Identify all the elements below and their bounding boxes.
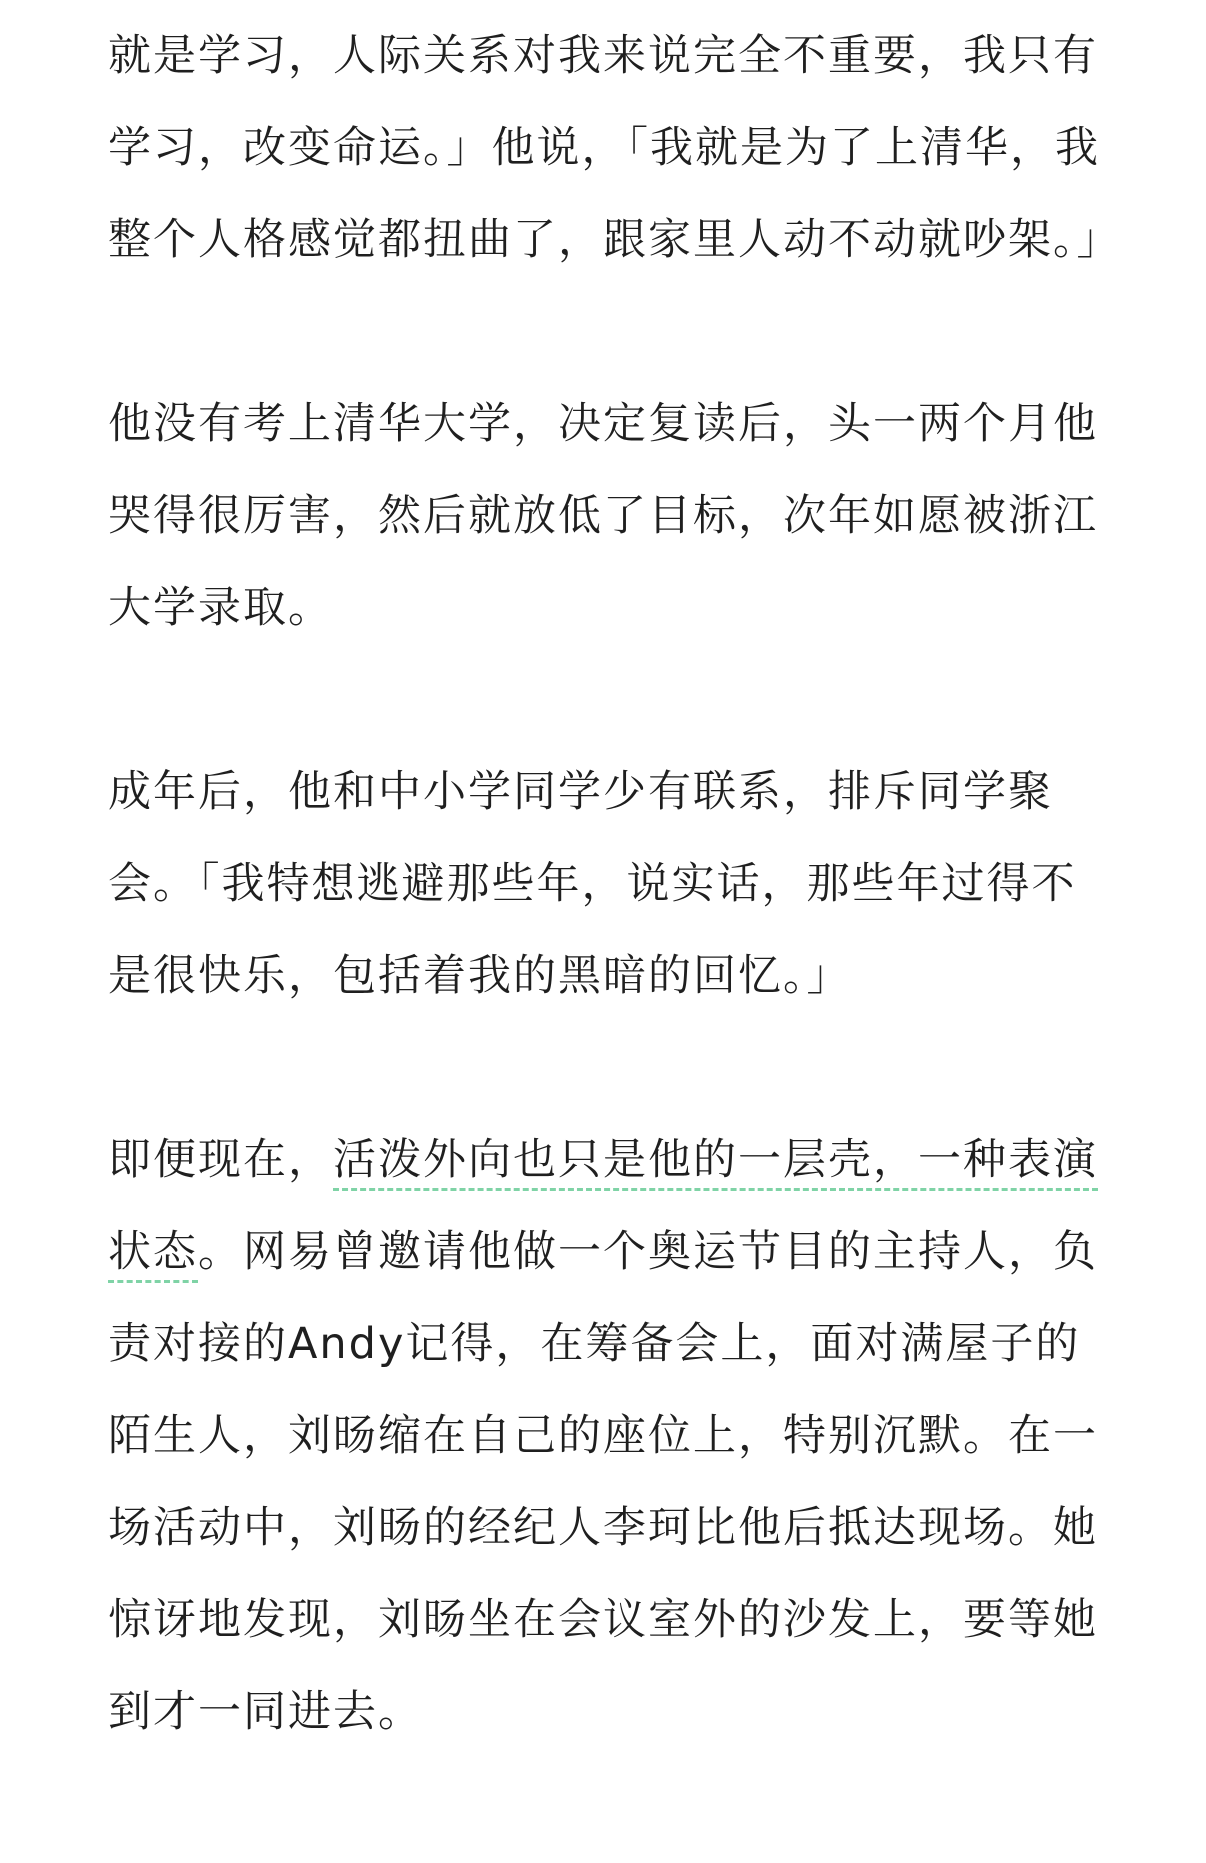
- paragraph-2-text: 他没有考上清华大学，决定复读后，头一两个月他哭得很厉害，然后就放低了目标，次年如愿被浙江大学录取。: [108, 399, 1098, 633]
- paragraph-3: [108, 746, 1100, 1022]
- paragraph-1: [108, 10, 1122, 286]
- paragraph-3-text: 成年后，他和中小学同学少有联系，排斥同学聚会。「我特想逃避那些年，说实话，那些年过得不是很快乐，包括着我的黑暗的回忆。」: [108, 767, 1077, 1001]
- highlighted-quote[interactable]: 活泼外向也只是他的一层壳，一种表演状态: [108, 1135, 1098, 1277]
- paragraph-4: [108, 1114, 1100, 1758]
- paragraph-1-text: 就是学习，人际关系对我来说完全不重要，我只有学习，改变命运。」他说，「我就是为了上清华，我整个人格感觉都扭曲了，跟家里人动不动就吵架。」: [108, 31, 1122, 265]
- paragraph-4-text-end: 。网易曾邀请他做一个奥运节目的主持人，负责对接的Andy记得，在筹备会上，面对满屋子的陌生人，刘旸缩在自己的座位上，特别沉默。在一场活动中，刘旸的经纪人李珂比他后抵达现场。她惊讶地发现，刘旸坐在会议室外的沙发上，要等她到才一同进去。: [108, 1227, 1098, 1737]
- paragraph-4-text-start: 即便现在，: [108, 1135, 333, 1185]
- article-body: [108, 10, 1122, 1758]
- paragraph-2: [108, 378, 1100, 654]
